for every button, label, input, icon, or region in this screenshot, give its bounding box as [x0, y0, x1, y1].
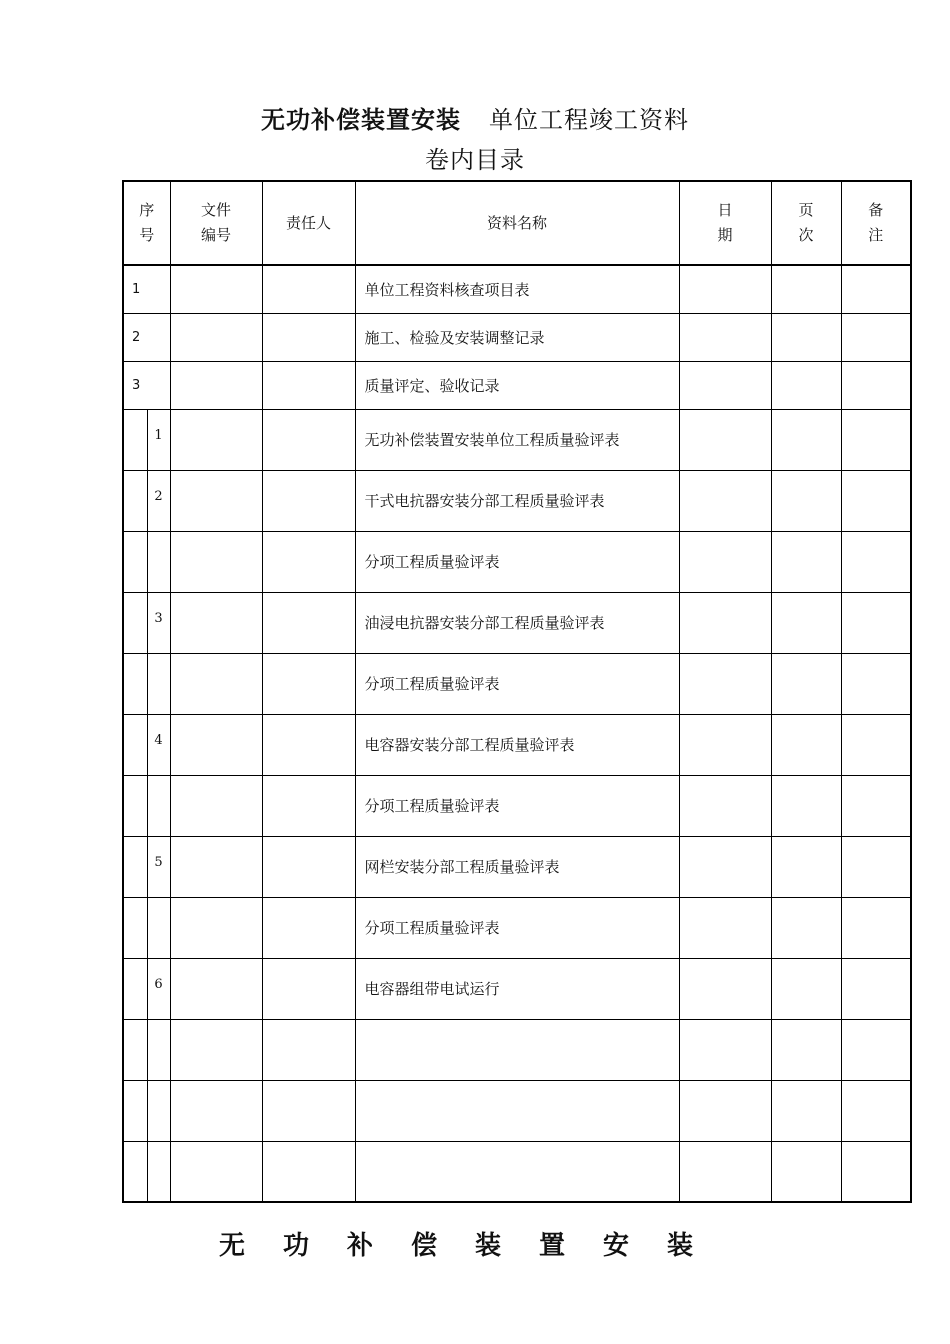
row-seq-sub: [147, 531, 170, 592]
header-file-no-line1: 文件: [201, 201, 232, 219]
header-page: [771, 181, 841, 265]
row-name: 分项工程质量验评表: [355, 897, 679, 958]
row-date: [679, 1080, 771, 1141]
row-owner: [262, 958, 355, 1019]
row-date: [679, 1019, 771, 1080]
row-name: 质量评定、验收记录: [355, 361, 679, 409]
row-file-no: [170, 653, 262, 714]
row-seq-sub: [147, 775, 170, 836]
header-seq-line1: 序: [139, 201, 155, 219]
row-seq-main: [123, 836, 147, 897]
row-owner: [262, 531, 355, 592]
row-name: 干式电抗器安装分部工程质量验评表: [355, 470, 679, 531]
title-document-type: 单位工程竣工资料: [489, 106, 689, 134]
row-date: [679, 313, 771, 361]
row-owner: [262, 1019, 355, 1080]
header-owner: 责任人: [262, 181, 355, 265]
row-seq-sub: 2: [147, 470, 170, 531]
header-remark-line1: 备: [868, 201, 884, 219]
row-remark: [841, 470, 911, 531]
table-row: [123, 470, 911, 531]
row-seq-sub: 3: [147, 592, 170, 653]
header-page-line2: 次: [798, 226, 814, 244]
header-remark: [841, 181, 911, 265]
row-seq-main: [123, 958, 147, 1019]
row-page: [771, 1080, 841, 1141]
table-row: [123, 653, 911, 714]
document-title: [0, 102, 950, 138]
row-file-no: [170, 592, 262, 653]
row-file-no: [170, 897, 262, 958]
row-file-no: [170, 409, 262, 470]
row-name: [355, 1080, 679, 1141]
row-name: 分项工程质量验评表: [355, 653, 679, 714]
row-remark: [841, 1141, 911, 1202]
row-remark: [841, 1080, 911, 1141]
row-file-no: [170, 775, 262, 836]
row-date: [679, 409, 771, 470]
row-file-no: [170, 958, 262, 1019]
row-owner: [262, 470, 355, 531]
table-row: [123, 1080, 911, 1141]
header-page-line1: 页: [798, 201, 814, 219]
row-page: [771, 897, 841, 958]
row-page: [771, 470, 841, 531]
row-file-no: [170, 1141, 262, 1202]
row-seq-main: [123, 409, 147, 470]
row-remark: [841, 313, 911, 361]
catalog-table: [122, 180, 912, 1203]
row-seq-sub: [147, 653, 170, 714]
row-page: [771, 531, 841, 592]
row-owner: [262, 775, 355, 836]
row-remark: [841, 531, 911, 592]
header-file-no: [170, 181, 262, 265]
table-row: [123, 897, 911, 958]
row-seq-main: [123, 470, 147, 531]
row-remark: [841, 265, 911, 313]
row-file-no: [170, 470, 262, 531]
row-page: [771, 592, 841, 653]
row-remark: [841, 361, 911, 409]
row-seq-sub: 6: [147, 958, 170, 1019]
header-date-line1: 日: [717, 201, 733, 219]
row-seq-main: [123, 1019, 147, 1080]
title-project-name: 无功补偿装置安装: [261, 105, 461, 134]
row-remark: [841, 714, 911, 775]
row-owner: [262, 592, 355, 653]
table-row: [123, 714, 911, 775]
row-seq-main: [123, 1080, 147, 1141]
row-remark: [841, 775, 911, 836]
row-date: [679, 775, 771, 836]
row-seq-main: [123, 775, 147, 836]
row-owner: [262, 1080, 355, 1141]
table-row: [123, 775, 911, 836]
header-name: 资料名称: [355, 181, 679, 265]
row-remark: [841, 958, 911, 1019]
row-seq-main: [123, 531, 147, 592]
row-page: [771, 714, 841, 775]
row-seq-sub: 1: [147, 409, 170, 470]
row-owner: [262, 897, 355, 958]
row-name: 分项工程质量验评表: [355, 531, 679, 592]
table-row: [123, 1019, 911, 1080]
row-remark: [841, 409, 911, 470]
row-owner: [262, 714, 355, 775]
row-owner: [262, 265, 355, 313]
row-file-no: [170, 531, 262, 592]
row-date: [679, 265, 771, 313]
row-name: 电容器组带电试运行: [355, 958, 679, 1019]
row-page: [771, 958, 841, 1019]
row-date: [679, 592, 771, 653]
row-seq-main: [123, 897, 147, 958]
table-row: [123, 958, 911, 1019]
row-owner: [262, 836, 355, 897]
row-page: [771, 1141, 841, 1202]
row-remark: [841, 1019, 911, 1080]
document-subtitle: 卷内目录: [425, 146, 525, 174]
row-file-no: [170, 1019, 262, 1080]
row-seq-sub: [147, 897, 170, 958]
row-date: [679, 470, 771, 531]
row-name: 电容器安装分部工程质量验评表: [355, 714, 679, 775]
row-date: [679, 714, 771, 775]
row-date: [679, 958, 771, 1019]
table-row: [123, 836, 911, 897]
row-name: [355, 1019, 679, 1080]
row-seq-main: 3: [123, 361, 170, 409]
header-seq-line2: 号: [139, 226, 155, 244]
row-name: 施工、检验及安装调整记录: [355, 313, 679, 361]
row-owner: [262, 313, 355, 361]
row-file-no: [170, 1080, 262, 1141]
header-seq: [123, 181, 170, 265]
table-row: [123, 531, 911, 592]
row-name: 单位工程资料核查项目表: [355, 265, 679, 313]
row-name: 无功补偿装置安装单位工程质量验评表: [355, 409, 679, 470]
header-file-no-line2: 编号: [201, 226, 232, 244]
row-seq-main: [123, 592, 147, 653]
row-remark: [841, 653, 911, 714]
row-seq-sub: [147, 1019, 170, 1080]
row-date: [679, 897, 771, 958]
row-name: [355, 1141, 679, 1202]
row-seq-main: [123, 714, 147, 775]
row-seq-sub: 5: [147, 836, 170, 897]
row-name: 分项工程质量验评表: [355, 775, 679, 836]
row-seq-sub: 4: [147, 714, 170, 775]
row-seq-main: 1: [123, 265, 170, 313]
row-seq-main: [123, 1141, 147, 1202]
row-page: [771, 265, 841, 313]
row-file-no: [170, 265, 262, 313]
row-seq-sub: [147, 1141, 170, 1202]
row-seq-main: [123, 653, 147, 714]
header-date: [679, 181, 771, 265]
row-owner: [262, 1141, 355, 1202]
row-remark: [841, 592, 911, 653]
row-file-no: [170, 714, 262, 775]
row-page: [771, 653, 841, 714]
catalog-body: [123, 265, 911, 1202]
row-file-no: [170, 313, 262, 361]
row-date: [679, 1141, 771, 1202]
table-header-row: [123, 181, 911, 265]
row-date: [679, 836, 771, 897]
table-row: [123, 265, 911, 313]
footer-project-name: 无功补偿装置安装: [218, 1231, 731, 1261]
row-date: [679, 653, 771, 714]
table-row: [123, 313, 911, 361]
row-seq-sub: [147, 1080, 170, 1141]
header-date-line2: 期: [717, 226, 733, 244]
row-page: [771, 1019, 841, 1080]
table-row: [123, 1141, 911, 1202]
row-seq-main: 2: [123, 313, 170, 361]
row-page: [771, 313, 841, 361]
table-row: [123, 409, 911, 470]
table-row: [123, 592, 911, 653]
row-page: [771, 409, 841, 470]
row-remark: [841, 897, 911, 958]
header-remark-line2: 注: [868, 226, 884, 244]
row-owner: [262, 653, 355, 714]
table-row: [123, 361, 911, 409]
row-owner: [262, 361, 355, 409]
row-name: 油浸电抗器安装分部工程质量验评表: [355, 592, 679, 653]
row-page: [771, 775, 841, 836]
row-name: 网栏安装分部工程质量验评表: [355, 836, 679, 897]
row-file-no: [170, 361, 262, 409]
row-file-no: [170, 836, 262, 897]
row-date: [679, 361, 771, 409]
row-owner: [262, 409, 355, 470]
row-remark: [841, 836, 911, 897]
row-page: [771, 836, 841, 897]
row-date: [679, 531, 771, 592]
row-page: [771, 361, 841, 409]
